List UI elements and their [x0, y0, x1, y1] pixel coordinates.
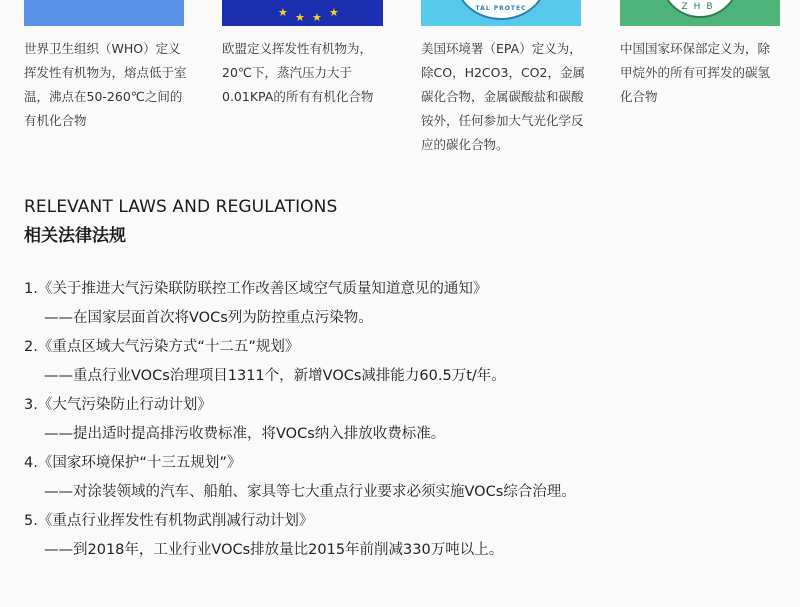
china-mep-definition: 中国国家环保部定义为，除甲烷外的所有可挥发的碳氢化合物 [620, 41, 771, 104]
eu-star-icon: ★ [312, 11, 322, 24]
epa-seal-text: TAL PROTEC [475, 5, 527, 12]
epa-definition: 美国环境署（EPA）定义为，除CO，H2CO3，CO2，金属碳化合物，金属碳酸盐和碳酸铵外，任何参加大气光化学反应的碳化合物。 [421, 41, 585, 152]
law-title: 5.《重点行业挥发性有机物武削减行动计划》 [24, 513, 314, 529]
eu-star-icon: ★ [329, 6, 339, 19]
law-description: ——到2018年，工业行业VOCs排放量比2015年前削减330万吨以上。 [44, 542, 504, 558]
eu-definition: 欧盟定义挥发性有机物为，20℃下，蒸汽压力大于0.01KPA的所有有机化合物 [222, 41, 374, 104]
eu-star-icon: ★ [295, 11, 305, 24]
law-item [24, 332, 784, 390]
law-title: 2.《重点区域大气污染方式“十二五”规划》 [24, 339, 300, 355]
china-mep-seal-icon [660, 0, 740, 18]
law-description: ——重点行业VOCs治理项目1311个，新增VOCs减排能力60.5万t/年。 [44, 368, 506, 384]
law-title: 1.《关于推进大气污染联防联控工作改善区域空气质量知道意见的通知》 [24, 281, 488, 297]
law-description: ——提出适时提高排污收费标准，将VOCs纳入排放收费标准。 [44, 426, 446, 442]
section-title-en: RELEVANT LAWS AND REGULATIONS [24, 197, 338, 217]
law-item [24, 506, 784, 564]
who-definition: 世界卫生组织（WHO）定义挥发性有机物为，熔点低于室温，沸点在50-260℃之间的有机化合物 [24, 41, 187, 128]
law-item [24, 274, 784, 332]
law-title: 4.《国家环境保护“十三五规划”》 [24, 455, 242, 471]
eu-flag-image [222, 0, 383, 26]
law-description: ——对涂装领域的汽车、船舶、家具等七大重点行业要求必须实施VOCs综合治理。 [44, 484, 576, 500]
china-mep-seal-image [620, 0, 780, 26]
epa-seal-icon [455, 0, 547, 20]
epa-seal-image [421, 0, 581, 26]
law-item [24, 448, 784, 506]
law-title: 3.《大气污染防止行动计划》 [24, 397, 212, 413]
eu-star-icon: ★ [278, 6, 288, 19]
law-description: ——在国家层面首次将VOCs列为防控重点污染物。 [44, 310, 373, 326]
section-title-zh: 相关法律法规 [24, 226, 126, 246]
laws-list [24, 274, 784, 564]
law-item [24, 390, 784, 448]
china-mep-seal-text: ZHB [681, 2, 719, 12]
who-image [24, 0, 184, 26]
